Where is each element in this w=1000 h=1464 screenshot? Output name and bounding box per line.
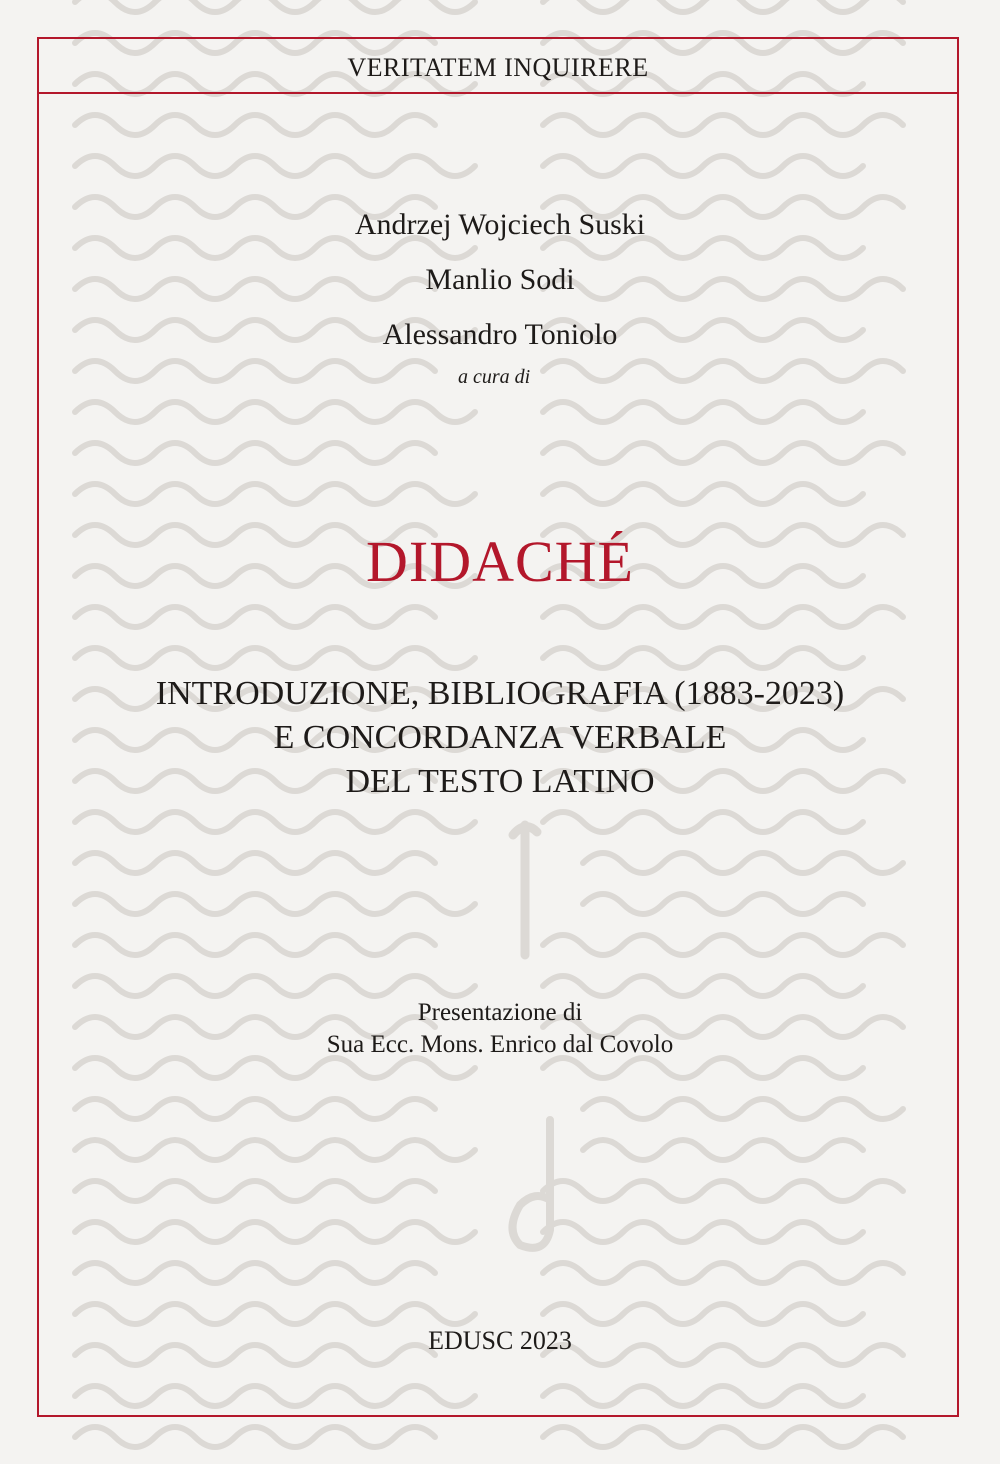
presentation-author: Sua Ecc. Mons. Enrico dal Covolo <box>326 1031 674 1058</box>
publisher-line: EDUSC 2023 <box>428 1326 572 1355</box>
author-name: Manlio Sodi <box>425 263 575 296</box>
editors-note: a cura di <box>458 366 531 388</box>
presentation-block <box>0 997 1000 1061</box>
subtitle-line: DEL TESTO LATINO <box>345 763 655 800</box>
book-subtitle <box>0 672 1000 804</box>
author-name: Andrzej Wojciech Suski <box>354 208 646 241</box>
series-title: VERITATEM INQUIRERE <box>347 53 649 82</box>
subtitle-line: INTRODUZIONE, BIBLIOGRAFIA (1883-2023) <box>155 675 845 712</box>
presentation-label: Presentazione di <box>417 999 583 1026</box>
author-name: Alessandro Toniolo <box>382 318 618 351</box>
series-divider <box>37 92 959 94</box>
subtitle-line: E CONCORDANZA VERBALE <box>273 719 727 756</box>
authors-block <box>0 197 1000 362</box>
book-title: DIDACHÉ <box>366 529 634 594</box>
